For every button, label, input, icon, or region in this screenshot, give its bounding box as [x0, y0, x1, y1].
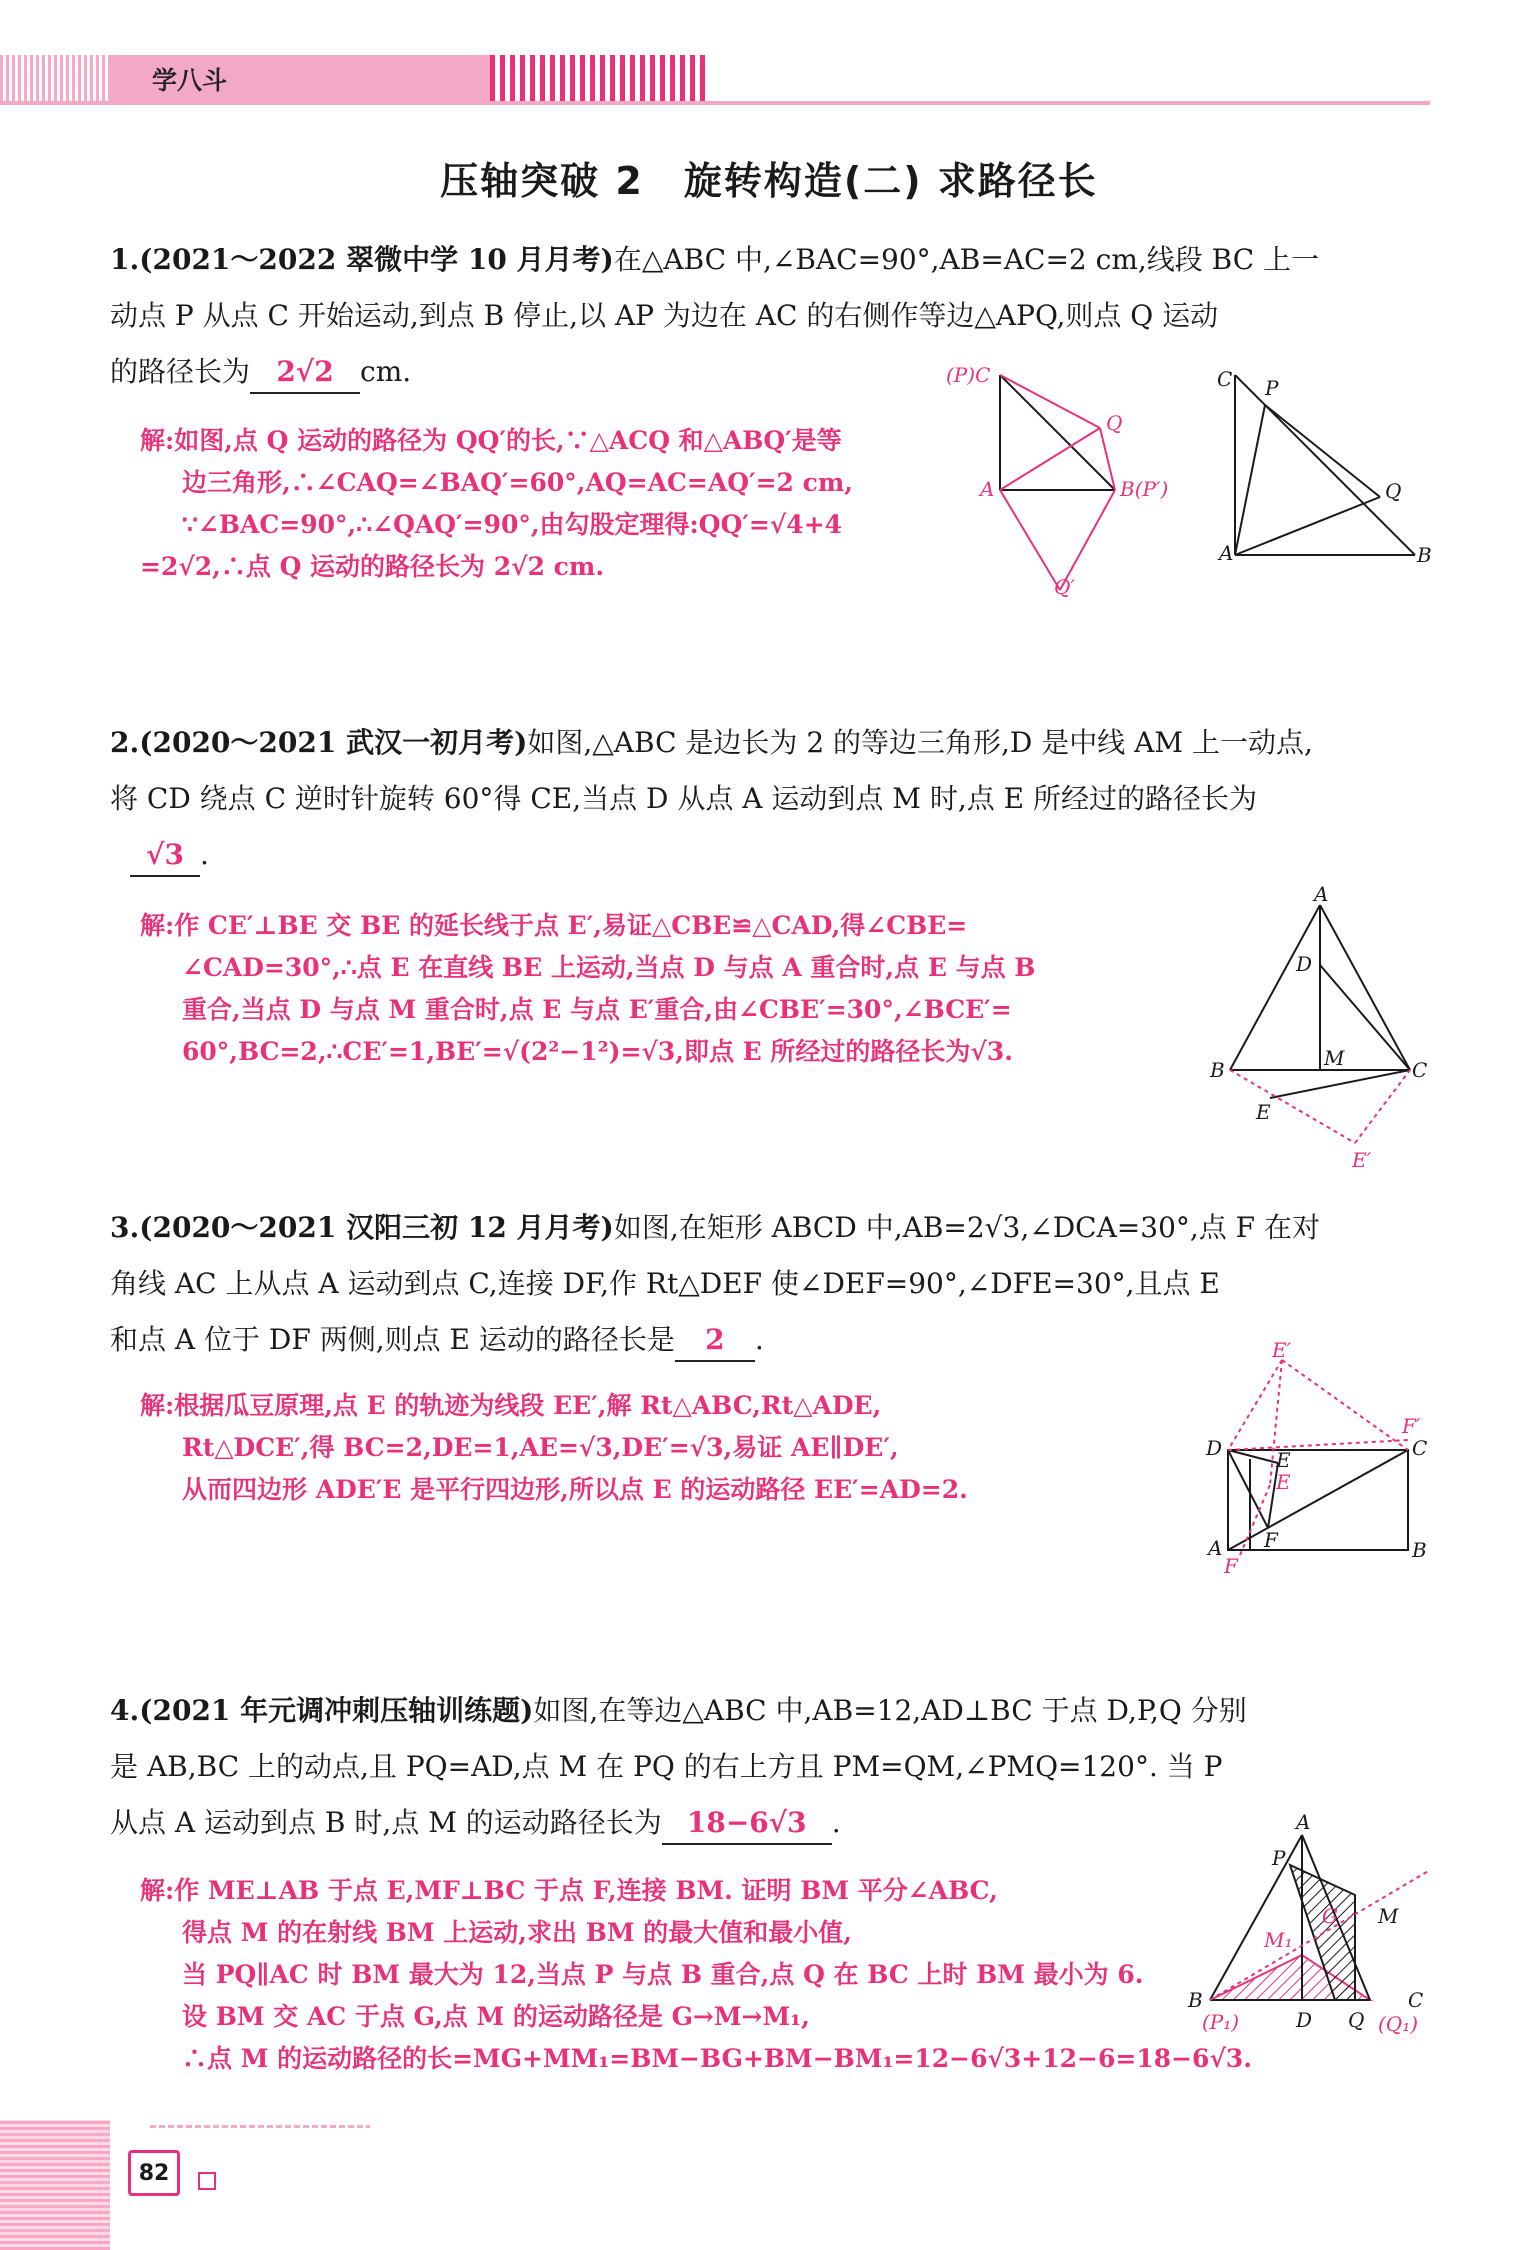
solution-line: ∵∠BAC=90°,∴∠QAQ′=90°,由勾股定理得:QQ′=√4+4: [182, 510, 843, 539]
solution-1: [140, 420, 940, 588]
solution-line: 60°,BC=2,∴CE′=1,BE′=√(2²−1²)=√3,即点 E 所经过的路径长为√3.: [182, 1037, 1013, 1066]
answer-blank: 2√2: [250, 352, 360, 394]
question-source: (2020～2021 汉阳三初 12 月月考): [139, 1211, 614, 1244]
question-text: 如图,在矩形 ABCD 中,AB=2√3,∠DCA=30°,点 F 在对: [613, 1211, 1321, 1244]
solution-2: [140, 905, 1140, 1073]
question-source: (2020～2021 武汉一初月考): [139, 726, 528, 759]
question-text: 的路径长为: [110, 355, 251, 388]
figure-1b: [1205, 360, 1445, 580]
fig-label: F: [1264, 1528, 1278, 1552]
fig-line: [1235, 375, 1415, 555]
question-text: 将 CD 绕点 C 逆时针旋转 60°得 CE,当点 D 从点 A 运动到点 M 时,点 E 所经过的路径长为: [110, 782, 1257, 815]
fig-label: Q: [1348, 2008, 1365, 2032]
fig-label: E′: [1352, 1148, 1372, 1172]
solution-line: 边三角形,∴∠CAQ=∠BAQ′=60°,AQ=AC=AQ′=2 cm,: [182, 468, 854, 497]
fig-label: E: [1276, 1448, 1291, 1472]
fig-line: [1235, 405, 1265, 555]
solution-line: 设 BM 交 AC 于点 G,点 M 的运动路径是 G→M→M₁,: [182, 2002, 810, 2031]
fig-dashed-line: [1228, 1360, 1282, 1450]
question-text: .: [754, 1323, 764, 1356]
fig-label: C: [1412, 1436, 1428, 1460]
fig-label: M: [1378, 1904, 1399, 1928]
question-text: 是 AB,BC 上的动点,且 PQ=AD,点 M 在 PQ 的右上方且 PM=QM,∠PMQ=120°. 当 P: [110, 1750, 1223, 1783]
footer-divider: [150, 2125, 370, 2128]
fig-dashed-line: [1355, 1070, 1410, 1143]
fig-dashed-line: [1228, 1440, 1408, 1450]
solution-line: =2√2,∴点 Q 运动的路径长为 2√2 cm.: [140, 552, 605, 581]
question-text: 如图,△ABC 是边长为 2 的等边三角形,D 是中线 AM 上一动点,: [527, 726, 1313, 759]
solution-line: 解:作 ME⊥AB 于点 E,MF⊥BC 于点 F,连接 BM. 证明 BM 平分∠ABC,: [140, 1876, 998, 1905]
fig-label: E′: [1272, 1338, 1292, 1362]
fig-label: G: [1322, 1904, 1338, 1928]
fig-label: B: [1417, 543, 1432, 567]
header-label: 学八斗: [110, 55, 490, 103]
figure-4: [1180, 1810, 1440, 2055]
solution-line: ∠CAD=30°,∴点 E 在直线 BE 上运动,当点 D 与点 A 重合时,点 E 与点 B: [182, 953, 1036, 982]
fig-label: A: [1208, 1536, 1223, 1560]
question-text: 角线 AC 上从点 A 运动到点 C,连接 DF,作 Rt△DEF 使∠DEF=90°,∠DFE=30°,且点 E: [110, 1267, 1220, 1300]
fig-label: (P₁): [1202, 2010, 1240, 2034]
fig-label: A: [1296, 1810, 1311, 1834]
fig-line: [1235, 497, 1380, 555]
fig-line: [1228, 1450, 1268, 1528]
fig-line: [1270, 1070, 1410, 1098]
fig-label: P: [1272, 1846, 1286, 1870]
fig-label: C: [1412, 1058, 1428, 1082]
fig-line: [1000, 375, 1100, 428]
solution-line: 解:如图,点 Q 运动的路径为 QQ′的长,∵△ACQ 和△ABQ′是等: [140, 426, 842, 455]
question-text: 从点 A 运动到点 B 时,点 M 的运动路径长为: [110, 1806, 662, 1839]
question-number: 2.: [110, 726, 140, 759]
figure-1a: [940, 360, 1190, 610]
fig-label: E: [1256, 1100, 1271, 1124]
fig-label: C: [1408, 1988, 1424, 2012]
fig-label: F′: [1402, 1414, 1421, 1438]
fig-line: [1000, 490, 1060, 590]
solution-line: 解:作 CE′⊥BE 交 BE 的延长线于点 E′,易证△CBE≌△CAD,得∠CBE=: [140, 911, 968, 940]
footer-stripes: [0, 2120, 110, 2250]
fig-line: [1000, 375, 1115, 490]
question-2: [110, 715, 1430, 883]
question-3: [110, 1200, 1430, 1368]
fig-label: D: [1296, 952, 1313, 976]
solution-line: 得点 M 的在射线 BM 上运动,求出 BM 的最大值和最小值,: [182, 1918, 852, 1947]
question-number: 4.: [110, 1694, 140, 1727]
fig-label: (P)C: [946, 363, 991, 387]
fig-label: Q: [1106, 411, 1123, 435]
question-text: .: [200, 838, 209, 871]
solution-line: 从而四边形 ADE′E 是平行四边形,所以点 E 的运动路径 EE′=AD=2.: [182, 1475, 968, 1504]
fig-line: [1228, 1450, 1408, 1550]
fig-label: F: [1224, 1554, 1238, 1578]
page-number: 82: [128, 2150, 180, 2196]
question-source: (2021 年元调冲刺压轴训练题): [139, 1694, 534, 1727]
figure-2: [1200, 882, 1440, 1175]
fig-line: [1265, 405, 1380, 497]
solution-4: [140, 1870, 1340, 2080]
solution-line: 解:根据瓜豆原理,点 E 的轨迹为线段 EE′,解 Rt△ABC,Rt△ADE,: [140, 1391, 882, 1420]
fig-label: Q: [1385, 479, 1402, 503]
answer-blank: 2: [675, 1320, 755, 1362]
question-number: 1.: [110, 243, 140, 276]
fig-label: P: [1265, 376, 1279, 400]
question-source: (2021～2022 翠微中学 10 月月考): [139, 243, 614, 276]
question-text: 和点 A 位于 DF 两侧,则点 E 运动的路径长是: [110, 1323, 675, 1356]
fig-label: B: [1188, 1988, 1203, 2012]
fig-dashed-line: [1282, 1360, 1408, 1450]
solution-line: 重合,当点 D 与点 M 重合时,点 E 与点 E′重合,由∠CBE′=30°,∠BCE′=: [182, 995, 1012, 1024]
header-divider: [0, 101, 1430, 105]
fig-label: A: [980, 477, 995, 501]
question-text: 如图,在等边△ABC 中,AB=12,AD⊥BC 于点 D,P,Q 分别: [533, 1694, 1247, 1727]
fig-label: B: [1210, 1058, 1225, 1082]
page-title: 压轴突破 2 旋转构造(二) 求路径长: [440, 159, 1098, 203]
question-number: 3.: [110, 1211, 140, 1244]
fig-label: Q′: [1054, 575, 1075, 599]
figure-3: [1200, 1338, 1440, 1578]
solution-line: 当 PQ∥AC 时 BM 最大为 12,当点 P 与点 B 重合,点 Q 在 BC 上时 BM 最小为 6.: [182, 1960, 1144, 1989]
fig-label: M₁: [1264, 1928, 1293, 1952]
fig-line: [1230, 905, 1320, 1070]
solution-3: [140, 1385, 1140, 1511]
header-stripes-left: [0, 55, 110, 103]
question-text: 动点 P 从点 C 开始运动,到点 B 停止,以 AP 为边在 AC 的右侧作等边△APQ,则点 Q 运动: [110, 299, 1219, 332]
fig-label: (Q₁): [1378, 2012, 1419, 2036]
fig-label: E: [1276, 1470, 1291, 1494]
page-marker-icon: [198, 2172, 216, 2190]
fig-label: B(P′): [1120, 477, 1169, 501]
fig-label: A: [1219, 541, 1234, 565]
fig-line: [1228, 1450, 1278, 1463]
question-text: 在△ABC 中,∠BAC=90°,AB=AC=2 cm,线段 BC 上一: [613, 243, 1320, 276]
solution-line: ∴点 M 的运动路径的长=MG+MM₁=BM−BG+BM−BM₁=12−6√3+12−6=18−6√3.: [182, 2044, 1252, 2073]
fig-label: D: [1206, 1436, 1223, 1460]
fig-label: C: [1217, 367, 1233, 391]
solution-line: Rt△DCE′,得 BC=2,DE=1,AE=√3,DE′=√3,易证 AE∥DE′,: [182, 1433, 899, 1462]
question-text: .: [831, 1806, 841, 1839]
fig-line: [1100, 428, 1115, 490]
fig-label: A: [1314, 882, 1329, 906]
question-text: cm.: [360, 355, 412, 388]
answer-blank: √3: [130, 835, 200, 877]
fig-dashed-line: [1230, 1070, 1355, 1143]
fig-label: D: [1296, 2008, 1313, 2032]
fig-label: B: [1412, 1538, 1427, 1562]
page-header: [0, 0, 1538, 120]
answer-blank: 18−6√3: [662, 1803, 832, 1845]
header-stripes-right: [490, 55, 710, 103]
fig-label: M: [1324, 1046, 1345, 1070]
